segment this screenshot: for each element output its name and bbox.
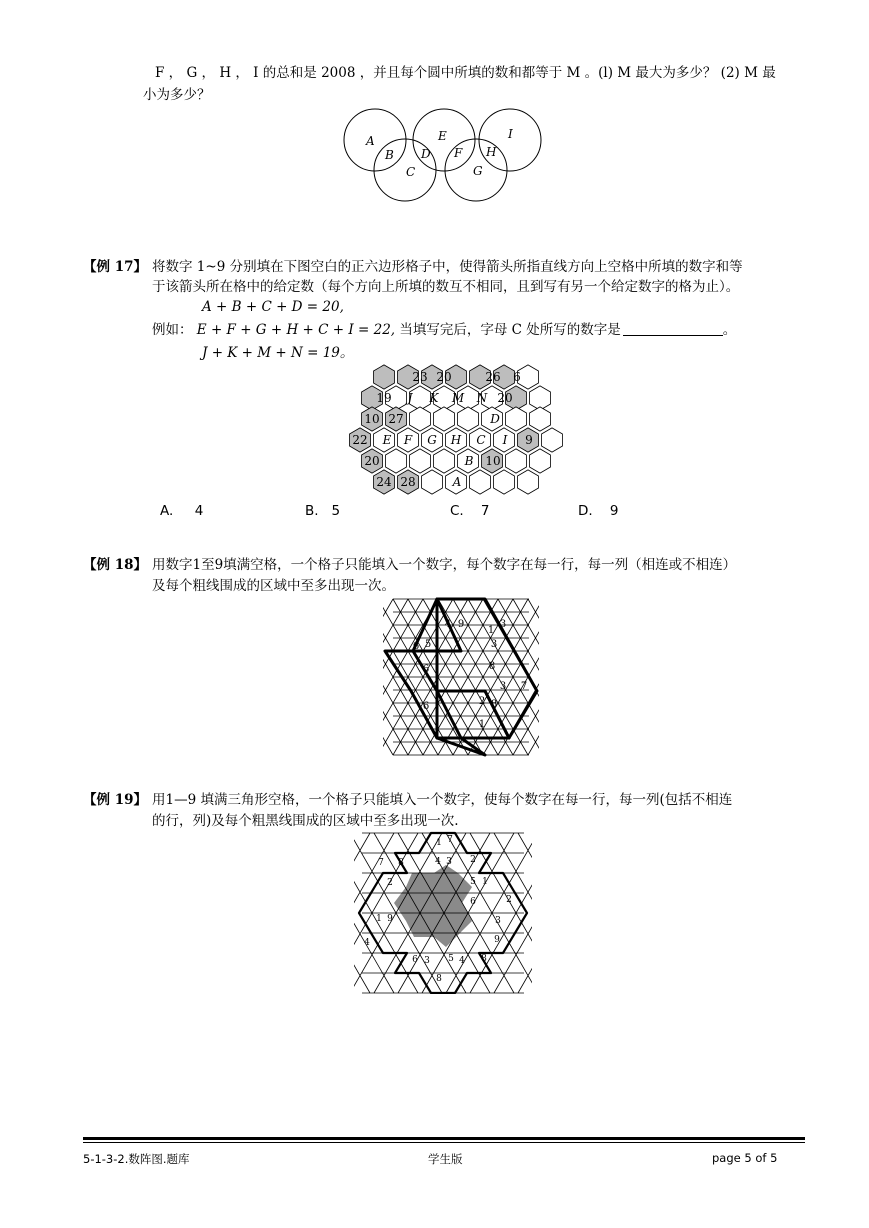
example-18-line-1: 用数字1至9填满空格，一个格子只能填入一个数字，每个数字在每一行，每一列（相连或不相连）: [152, 557, 737, 573]
option-a: A. 4: [160, 503, 204, 519]
circle-letter: E: [438, 129, 447, 143]
star-grid-figure-18: [383, 597, 539, 759]
hex-clue: 28: [400, 475, 416, 489]
cell-digit: 2: [506, 895, 512, 905]
hex-letter: C: [476, 433, 486, 447]
circle-letter: D: [421, 147, 431, 161]
example-17-question: 当填写完后，字母 C 处所写的数字是: [399, 322, 621, 338]
hex-letter: H: [450, 433, 462, 447]
hex-clue: 20: [364, 454, 380, 468]
cell-digit: 8: [398, 858, 404, 868]
cell-digit: 6: [412, 641, 420, 652]
hexagon-grid-figure: [347, 364, 573, 498]
cell-digit: 7: [520, 681, 528, 692]
shaded-center-region: [394, 865, 472, 947]
cell-digit: 4: [459, 956, 465, 966]
cell-digit: 5: [470, 877, 476, 887]
hex-cell: [458, 407, 479, 431]
hex-clue: 10: [485, 454, 501, 468]
hex-cell: [518, 470, 539, 494]
cell-digit: 6: [412, 955, 418, 965]
cell-digit: 9: [457, 619, 465, 630]
cell-digit: 8: [436, 974, 442, 984]
cell-digit: 4: [364, 938, 370, 948]
example-17-eq-2: E + F + G + H + C + I = 22,: [196, 322, 396, 338]
example-17-example-line: [152, 320, 736, 340]
cell-digit: 8: [481, 954, 487, 964]
olympic-circles-figure: [340, 100, 550, 205]
cell-digit: 8: [488, 661, 496, 672]
hex-letter: M: [451, 391, 465, 405]
circle-letter: G: [473, 164, 483, 178]
hex-letter: G: [427, 433, 437, 447]
example-17-eq-1: A + B + C + D = 20,: [202, 299, 344, 315]
intro-line-2: 小为多少？: [143, 87, 211, 103]
hex-cell: [410, 407, 431, 431]
footer-center: 学生版: [428, 1152, 463, 1166]
hex-clue: 6: [513, 370, 521, 384]
hex-cell: [494, 470, 515, 494]
hex-clue: 9: [525, 433, 533, 447]
cell-digit: 3: [495, 916, 501, 926]
cell-digit: 2: [478, 696, 486, 707]
cell-digit: 4: [435, 857, 441, 867]
example-17-line-1: 将数字 1~9 分别填在下图空白的正六边形格子中，使得箭头所指直线方向上空格中所填的数字和等: [152, 259, 743, 275]
option-b: B. 5: [305, 503, 341, 519]
example-17-line-2: 于该箭头所在格中的给定数（每个方向上所填的数互不相同，且到写有另一个给定数字的格为止）。: [152, 279, 740, 295]
cell-digit: 6: [470, 897, 476, 907]
footer-right: page 5 of 5: [712, 1151, 778, 1165]
cell-digit: 7: [378, 858, 384, 868]
hex-cell: [542, 428, 563, 452]
hex-letter: D: [490, 412, 500, 426]
option-d: D. 9: [578, 503, 619, 519]
hex-letter: I: [502, 433, 508, 447]
hex-cell: [422, 470, 443, 494]
period: 。: [722, 322, 737, 338]
circle-letter: C: [406, 165, 416, 179]
hex-cell: [470, 470, 491, 494]
hex-cell: [386, 449, 407, 473]
cell-digit: 4: [444, 619, 452, 630]
hex-letter: N: [476, 391, 488, 405]
hex-clue: 24: [376, 475, 392, 489]
example-18-line-2: 及每个粗线围成的区域中至多出现一次。: [152, 578, 395, 594]
hex-clue: 23: [412, 370, 428, 384]
cell-digit: 1: [436, 838, 442, 848]
hex-cell: [506, 407, 527, 431]
example-17-eq-3: J + K + M + N = 19。: [202, 345, 354, 361]
hex-cell: [434, 449, 455, 473]
footer-rule-thick: [83, 1137, 805, 1140]
intro-line-1: F ， G ， H ， I 的总和是 2008 ，并且每个圆中所填的数和都等于 M 。(l) M 最大为多少？ (2) M 最: [155, 65, 776, 81]
hex-clue: 26: [485, 370, 501, 384]
hex-clue: 10: [364, 412, 380, 426]
cell-digit: 1: [482, 877, 488, 887]
cell-digit: 9: [494, 935, 500, 945]
circle-letter: B: [385, 148, 394, 162]
cell-digit: 3: [499, 619, 507, 630]
hex-clue: 22: [352, 433, 368, 447]
cell-digit: 1: [487, 625, 495, 636]
footer-rule-thin: [83, 1142, 805, 1143]
cell-digit: 7: [447, 835, 453, 845]
cell-digit: 5: [448, 954, 454, 964]
cell-digit: 5: [424, 639, 432, 650]
example-18-label: 【例 18】: [83, 557, 147, 573]
hex-letter: B: [464, 454, 474, 468]
hex-cell: [530, 407, 551, 431]
cell-digit: 2: [470, 855, 476, 865]
hex-cell: [374, 365, 395, 389]
circle-letter: A: [366, 134, 375, 148]
star-grid-figure-19: [354, 829, 532, 994]
hex-letter: A: [452, 475, 462, 489]
cell-digit: 1: [478, 719, 486, 730]
cell-digit: 6: [422, 701, 430, 712]
hex-letter: F: [403, 433, 413, 447]
option-c: C. 7: [450, 503, 490, 519]
hex-letter: E: [382, 433, 392, 447]
hex-cell: [434, 407, 455, 431]
hex-letter: J: [407, 391, 413, 405]
hex-letter: K: [429, 391, 439, 405]
footer-left: 5-1-3-2.数阵图.题库: [83, 1152, 190, 1166]
answer-blank: [623, 321, 723, 336]
cell-digit: 3: [499, 681, 507, 692]
cell-digit: 8: [490, 699, 498, 710]
cell-digit: 1: [376, 914, 382, 924]
cell-digit: 3: [446, 857, 452, 867]
example-17-label: 【例 17】: [83, 259, 147, 275]
example-19-line-1: 用1—9 填满三角形空格，一个格子只能填入一个数字，使每个数字在每一行，每一列(包括不相连: [152, 792, 733, 808]
circle-letter: F: [454, 146, 463, 160]
hex-cell: [410, 449, 431, 473]
hex-clue: 19: [376, 391, 392, 405]
example-19-label: 【例 19】: [83, 792, 147, 808]
hex-cell: [530, 449, 551, 473]
cell-digit: 9: [387, 914, 393, 924]
cell-digit: 6: [422, 664, 430, 675]
hex-clue: 27: [388, 412, 404, 426]
example-19-line-2: 的行，列)及每个粗黑线围成的区域中至多出现一次.: [152, 813, 459, 829]
hex-clue: 20: [497, 391, 513, 405]
circle-letter: H: [486, 145, 497, 159]
example-prefix: 例如：: [152, 322, 193, 338]
hex-cell: [506, 449, 527, 473]
hex-clue: 20: [436, 370, 452, 384]
circle-letter: I: [508, 127, 513, 141]
cell-digit: 3: [424, 956, 430, 966]
cell-digit: 3: [490, 639, 498, 650]
cell-digit: 2: [387, 878, 393, 888]
